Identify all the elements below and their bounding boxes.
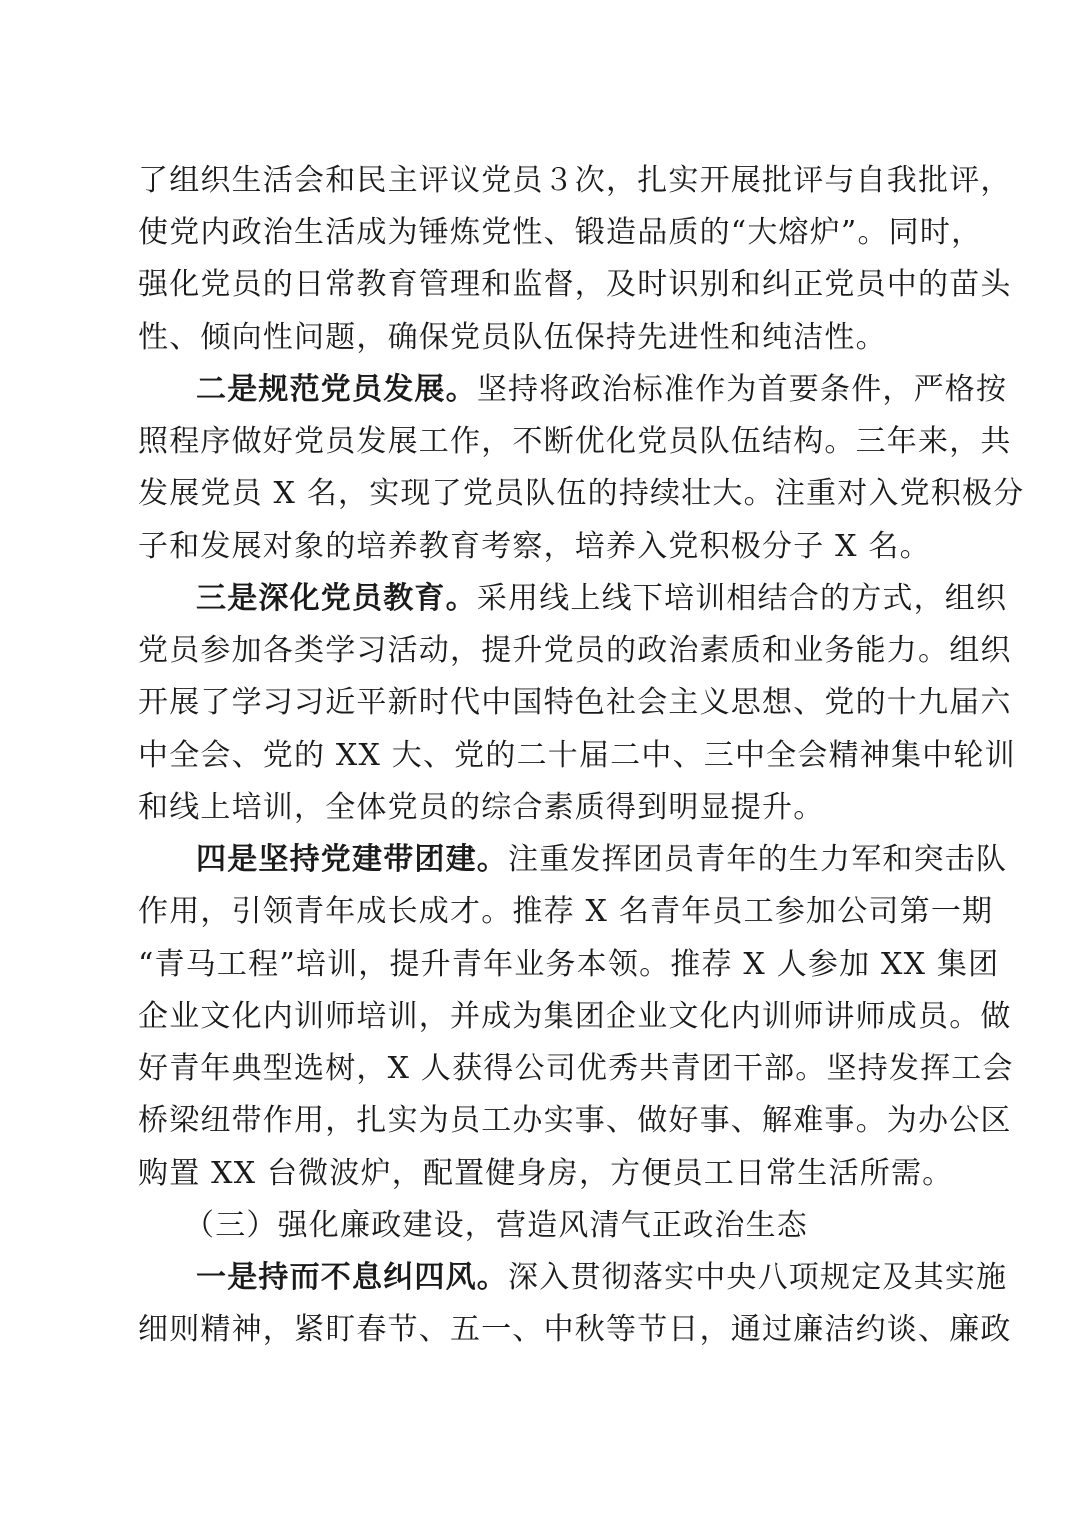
paragraph-first-line (138, 835, 1008, 885)
text-line: 性、倾向性问题，确保党员队伍保持先进性和纯洁性。 (138, 320, 887, 355)
text-line: 细则精神，紧盯春节、五一、中秋等节日，通过廉洁约谈、廉政 (138, 1312, 1012, 1347)
text-line: 企业文化内训师培训，并成为集团企业文化内训师讲师成员。做 (138, 999, 1012, 1034)
paragraph-heading: 二是规范党员发展。 (196, 372, 477, 407)
paragraph-text: 采用线上线下培训相结合的方式，组织 (476, 581, 1008, 616)
text-line: 强化党员的日常教育管理和监督，及时识别和纠正党员中的苗头 (138, 267, 1012, 302)
text-line: 和线上培训，全体党员的综合素质得到明显提升。 (138, 790, 825, 825)
text-line: 作用，引领青年成长成才。推荐 X 名青年员工参加公司第一期 (138, 894, 994, 929)
text-line: 桥梁纽带作用，扎实为员工办实事、做好事、解难事。为办公区 (138, 1103, 1012, 1138)
section-title: （三）强化廉政建设，营造风清气正政治生态 (184, 1208, 808, 1243)
text-line: 子和发展对象的培养教育考察，培养入党积极分子 X 名。 (138, 529, 931, 564)
text-line: 党员参加各类学习活动，提升党员的政治素质和业务能力。组织 (138, 633, 1012, 668)
text-line: 照程序做好党员发展工作，不断优化党员队伍结构。三年来，共 (138, 424, 1012, 459)
text-line: 好青年典型选树，X 人获得公司优秀共青团干部。坚持发挥工会 (138, 1051, 1014, 1086)
text-line: 购置 XX 台微波炉，配置健身房，方便员工日常生活所需。 (138, 1156, 954, 1191)
paragraph-text: 注重发挥团员青年的生力军和突击队 (508, 842, 1008, 877)
paragraph-text: 深入贯彻落实中央八项规定及其实施 (508, 1260, 1008, 1295)
text-line: 开展了学习习近平新时代中国特色社会主义思想、党的十九届六 (138, 685, 1012, 720)
paragraph-first-line (138, 365, 1008, 415)
text-line: 发展党员 X 名，实现了党员队伍的持续壮大。注重对入党积极分 (138, 476, 1025, 511)
text-line: 了组织生活会和民主评议党员３次，扎实开展批评与自我批评， (138, 163, 1012, 198)
paragraph-text: 坚持将政治标准作为首要条件，严格按 (476, 372, 1008, 407)
paragraph-heading: 三是深化党员教育。 (196, 581, 477, 616)
text-line: 中全会、党的 XX 大、党的二十届二中、三中全会精神集中轮训 (138, 738, 1016, 773)
paragraph-first-line (138, 574, 1008, 624)
paragraph-heading: 一是持而不息纠四风。 (196, 1260, 508, 1295)
paragraph-heading: 四是坚持党建带团建。 (196, 842, 508, 877)
paragraph-first-line (138, 1253, 1008, 1303)
text-line: 使党内政治生活成为锤炼党性、锻造品质的“大熔炉”。同时， (138, 215, 983, 250)
text-line: “青马工程”培训，提升青年业务本领。推荐 X 人参加 XX 集团 (138, 947, 1000, 982)
